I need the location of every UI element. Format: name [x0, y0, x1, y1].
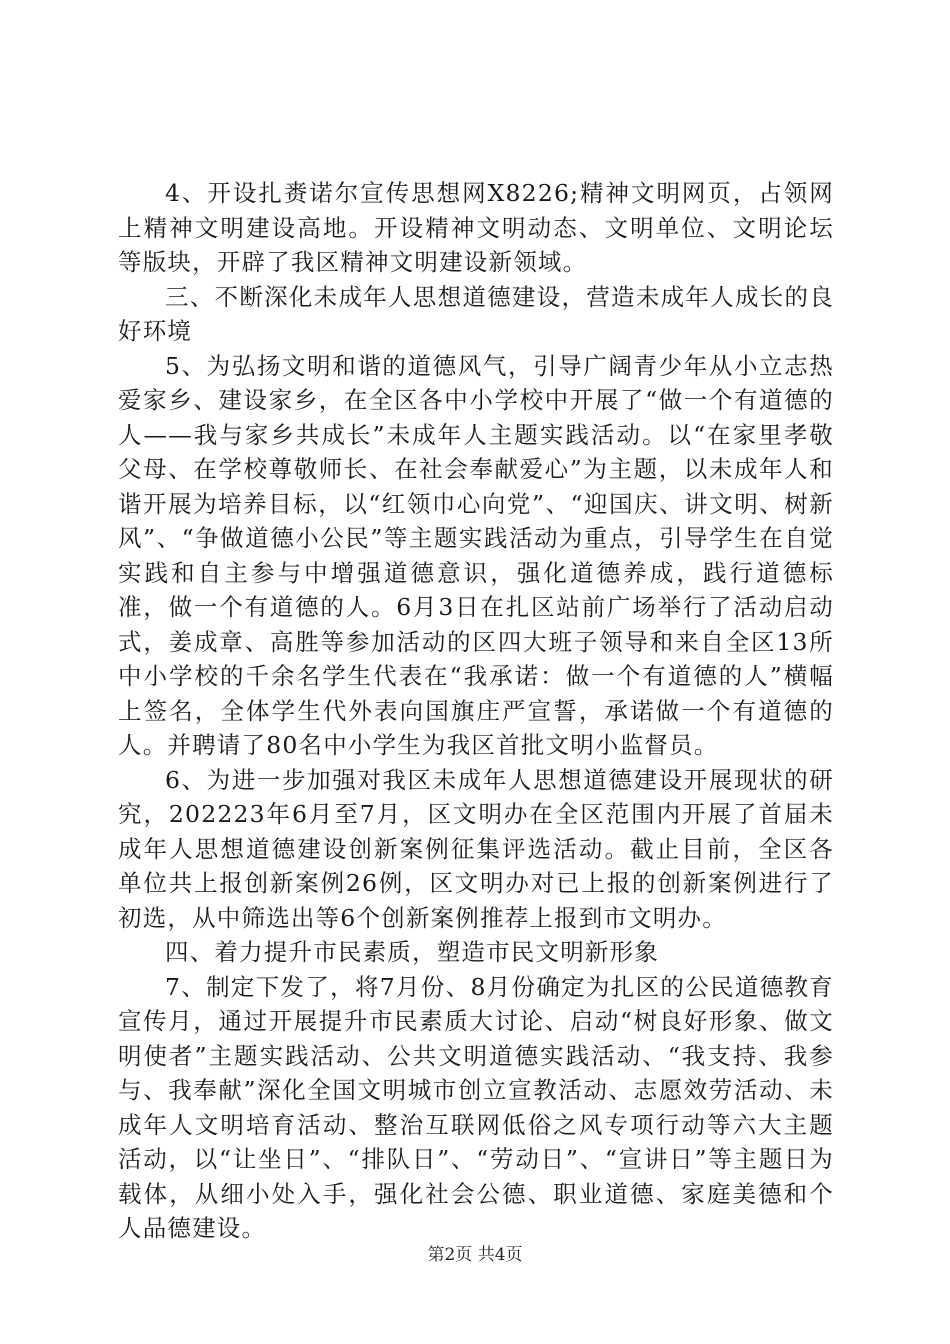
section-heading-3: 三、不断深化未成年人思想道德建设，营造未成年人成长的良好环境: [118, 282, 834, 345]
document-body: [118, 176, 834, 1246]
paragraph-item-7: 7、制定下发了，将7月份、8月份确定为扎区的公民道德教育宣传月，通过开展提升市民素质大讨论、启动“树良好形象、做文明使者”主题实践活动、公共文明道德实践活动、“我支持、我参与、我奉献”深化全国文明城市创立宣教活动、志愿效劳活动、未成年人文明培育活动、整治互联网低俗之风专项行动等六大主题活动，以“让坐日”、“排队日”、“劳动日”、“宣讲日”等主题日为载体，从细小处入手，强化社会公德、职业道德、家庭美德和个人品德建设。: [118, 972, 834, 1242]
section-heading-4: 四、着力提升市民素质，塑造市民文明新形象: [165, 938, 659, 966]
paragraph-item-5: 5、为弘扬文明和谐的道德风气，引导广阔青少年从小立志热爱家乡、建设家乡，在全区各中小学校中开展了“做一个有道德的人——我与家乡共成长”未成年人主题实践活动。以“在家里孝敬父母、在学校尊敬师长、在社会奉献爱心”为主题，以未成年人和谐开展为培养目标，以“红领巾心向党”、“迎国庆、讲文明、树新风”、“争做道德小公民”等主题实践活动为重点，引导学生在自觉实践和自主参与中增强道德意识，强化道德养成，践行道德标准，做一个有道德的人。6月3日在扎区站前广场举行了活动启动式，姜成章、高胜等参加活动的区四大班子领导和来自全区13所中小学校的千余名学生代表在“我承诺：做一个有道德的人”横幅上签名，全体学生代外表向国旗庄严宣誓，承诺做一个有道德的人。并聘请了80名中小学生为我区首批文明小监督员。: [118, 351, 834, 759]
paragraph-item-4: 4、开设扎赉诺尔宣传思想网X8226;精神文明网页，占领网上精神文明建设高地。开设精神文明动态、文明单位、文明论坛等版块，开辟了我区精神文明建设新领域。: [118, 179, 834, 276]
paragraph-item-6: 6、为进一步加强对我区未成年人思想道德建设开展现状的研究，202223年6月至7月，区文明办在全区范围内开展了首届未成年人思想道德建设创新案例征集评选活动。截止目前，全区各单位共上报创新案例26例，区文明办对已上报的创新案例进行了初选，从中筛选出等6个创新案例推荐上报到市文明办。: [118, 765, 834, 932]
page-number-footer: 第2页 共4页: [427, 1245, 523, 1265]
